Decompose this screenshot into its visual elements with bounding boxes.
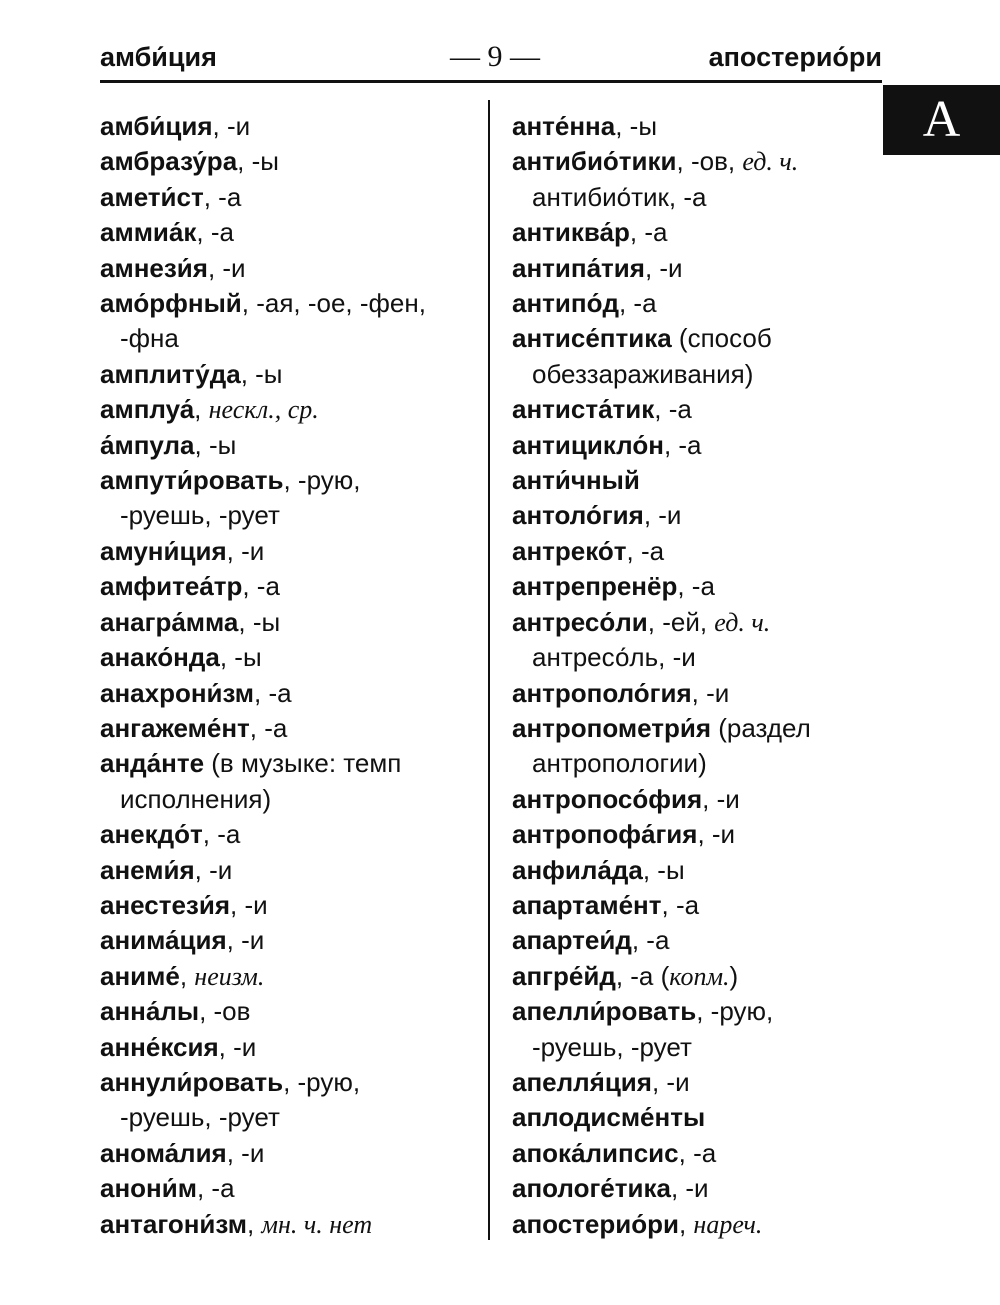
headword: анома́лия bbox=[100, 1137, 227, 1168]
entry-note: неизм. bbox=[194, 961, 265, 991]
headword: апартаме́нт bbox=[512, 889, 662, 920]
headword: антисе́птика bbox=[512, 323, 672, 354]
dictionary-entry bbox=[512, 286, 882, 321]
dictionary-entry bbox=[512, 605, 882, 676]
entry-grammar: , -а bbox=[654, 394, 692, 425]
headword: а́мпула bbox=[100, 429, 195, 460]
entry-grammar: (раздел bbox=[711, 712, 811, 743]
headword: апартеи́д bbox=[512, 925, 632, 956]
headword: анахрони́зм bbox=[100, 677, 255, 708]
dictionary-entry bbox=[100, 746, 480, 817]
dictionary-entry bbox=[512, 1171, 882, 1206]
dictionary-entry bbox=[512, 817, 882, 852]
entry-note: мн. ч. нет bbox=[261, 1209, 373, 1239]
entry-grammar: , -ов, bbox=[676, 146, 743, 177]
headword: антиква́р bbox=[512, 217, 630, 248]
dictionary-entry bbox=[100, 180, 480, 215]
entry-grammar: , -и bbox=[670, 1173, 709, 1204]
headword: амфитеа́тр bbox=[100, 571, 243, 602]
headword: антипа́тия bbox=[512, 252, 645, 283]
dictionary-entry bbox=[512, 1136, 882, 1171]
dictionary-entry bbox=[100, 1171, 480, 1206]
entry-grammar: , -а bbox=[678, 1137, 717, 1168]
headword: антрепренёр bbox=[512, 571, 678, 602]
dictionary-entry bbox=[512, 1207, 882, 1242]
entry-grammar: , -рую, bbox=[283, 1066, 361, 1097]
entry-continuation: антропологии) bbox=[532, 748, 707, 779]
entry-grammar: , -рую, bbox=[283, 465, 361, 496]
headword: аннули́ровать bbox=[100, 1066, 284, 1097]
headword: антоло́гия bbox=[512, 500, 644, 531]
entry-grammar: (в музыке: темп bbox=[204, 748, 402, 779]
dictionary-entry bbox=[100, 1136, 480, 1171]
entry-grammar: , -и bbox=[194, 854, 233, 885]
headword: анекдо́т bbox=[100, 819, 203, 850]
dictionary-entry bbox=[100, 109, 480, 144]
headword: амплиту́да bbox=[100, 358, 241, 389]
entry-grammar: , -и bbox=[697, 819, 736, 850]
entry-grammar: , -рую, bbox=[696, 996, 774, 1027]
headword: апелли́ровать bbox=[512, 996, 697, 1027]
dictionary-entry bbox=[512, 994, 882, 1065]
entry-grammar: , -а bbox=[626, 535, 665, 566]
entry-grammar: , -ы bbox=[219, 642, 262, 673]
headword: апелля́ция bbox=[512, 1066, 652, 1097]
dictionary-entry bbox=[512, 428, 882, 463]
entry-grammar: , -и bbox=[226, 1137, 265, 1168]
headword: амби́ция bbox=[100, 111, 213, 141]
entry-note: нескл., ср. bbox=[208, 395, 319, 425]
entry-note: ед. ч. bbox=[742, 147, 799, 177]
headword: антресо́ли bbox=[512, 606, 648, 637]
headword: ампути́ровать bbox=[100, 465, 284, 496]
entry-grammar: , -а bbox=[249, 712, 288, 743]
entry-continuation: -руешь, -рует bbox=[120, 1102, 280, 1133]
entry-continuation: обеззараживания) bbox=[532, 358, 754, 389]
headword: анфила́да bbox=[512, 854, 643, 885]
dictionary-entry bbox=[100, 640, 480, 675]
headword: амети́ст bbox=[100, 181, 204, 212]
entry-grammar: (способ bbox=[671, 323, 772, 354]
dictionary-entry bbox=[512, 215, 882, 250]
entry-note: копм. bbox=[669, 961, 730, 991]
entry-grammar: , -а bbox=[663, 429, 702, 460]
entry-grammar: , -а ( bbox=[615, 960, 670, 991]
headword: амуни́ция bbox=[100, 535, 227, 566]
entry-grammar: , -а bbox=[196, 217, 234, 248]
left-column bbox=[100, 109, 480, 1242]
page-number: — 9 — bbox=[450, 40, 540, 73]
entry-grammar: , -а bbox=[202, 819, 241, 850]
headword: анако́нда bbox=[100, 642, 220, 673]
entry-grammar: , bbox=[246, 1208, 262, 1239]
headword: антропофа́гия bbox=[512, 819, 698, 850]
headword: антрополо́гия bbox=[512, 677, 692, 708]
entry-grammar: , -ы bbox=[194, 429, 237, 460]
dictionary-entry bbox=[100, 959, 480, 994]
entry-grammar: , -и bbox=[691, 677, 730, 708]
entry-grammar: , -и bbox=[218, 1031, 257, 1062]
entry-grammar: , -а bbox=[196, 1173, 235, 1204]
headword: анеми́я bbox=[100, 854, 195, 885]
headword: анда́нте bbox=[100, 748, 205, 779]
headword: апока́липсис bbox=[512, 1137, 679, 1168]
headword: амнези́я bbox=[100, 252, 208, 283]
dictionary-entry bbox=[100, 569, 480, 604]
entry-grammar: , -ая, -ое, -фен, bbox=[241, 288, 426, 319]
entry-grammar: , -ы bbox=[240, 358, 283, 389]
running-header bbox=[100, 36, 882, 83]
headword: анима́ция bbox=[100, 925, 227, 956]
headword: антибио́тики bbox=[512, 146, 677, 177]
dictionary-entry bbox=[100, 215, 480, 250]
entry-grammar: , -а bbox=[618, 288, 657, 319]
entry-grammar: , -а bbox=[661, 889, 700, 920]
headword: антагони́зм bbox=[100, 1208, 247, 1239]
headword: аммиа́к bbox=[100, 217, 197, 248]
dictionary-entry bbox=[100, 144, 480, 179]
entry-grammar: , -а bbox=[203, 181, 242, 212]
entry-grammar: , -и bbox=[226, 535, 265, 566]
dictionary-entry bbox=[512, 676, 882, 711]
entry-grammar: , -и bbox=[226, 925, 265, 956]
dictionary-entry bbox=[100, 428, 480, 463]
headword: антиста́тик bbox=[512, 394, 655, 425]
headword: анони́м bbox=[100, 1173, 197, 1204]
headword: апологе́тика bbox=[512, 1173, 671, 1204]
entry-grammar: , bbox=[194, 394, 209, 425]
dictionary-entry bbox=[512, 959, 882, 994]
column-divider bbox=[488, 100, 490, 1240]
headword: антропометри́я bbox=[512, 712, 712, 743]
dictionary-entry bbox=[100, 534, 480, 569]
headword: анте́нна bbox=[512, 111, 616, 141]
dictionary-entry bbox=[100, 357, 480, 392]
headword: антреко́т bbox=[512, 535, 627, 566]
dictionary-entry bbox=[100, 994, 480, 1029]
entry-grammar-tail: ) bbox=[729, 960, 739, 991]
dictionary-entry bbox=[512, 144, 882, 215]
dictionary-entry bbox=[512, 1100, 882, 1135]
entry-grammar: , -и bbox=[212, 111, 251, 141]
dictionary-entry bbox=[100, 1030, 480, 1065]
dictionary-entry bbox=[512, 321, 882, 392]
dictionary-entry bbox=[100, 711, 480, 746]
entry-grammar: , -и bbox=[651, 1066, 690, 1097]
headword: амплуа́ bbox=[100, 394, 195, 425]
entry-grammar: , -а bbox=[629, 217, 668, 248]
dictionary-entry bbox=[512, 109, 882, 144]
entry-grammar: , -а bbox=[242, 571, 280, 602]
entry-note: ед. ч. bbox=[714, 607, 771, 637]
dictionary-entry bbox=[512, 853, 882, 888]
headword: амо́рфный bbox=[100, 288, 242, 319]
entry-grammar: , -ы bbox=[615, 111, 658, 141]
entry-note: нареч. bbox=[693, 1209, 763, 1239]
entry-grammar: , -и bbox=[643, 500, 682, 531]
headword: анестези́я bbox=[100, 889, 231, 920]
dictionary-entry bbox=[100, 817, 480, 852]
headword: антропосо́фия bbox=[512, 783, 703, 814]
dictionary-entry bbox=[100, 1065, 480, 1136]
dictionary-entry bbox=[512, 923, 882, 958]
entry-grammar: , -а bbox=[631, 925, 670, 956]
dictionary-entry bbox=[512, 711, 882, 782]
dictionary-entry bbox=[100, 605, 480, 640]
entry-grammar: , -и bbox=[644, 252, 683, 283]
dictionary-entry bbox=[100, 286, 480, 357]
dictionary-entry bbox=[100, 888, 480, 923]
guide-word-left: амби́ция bbox=[100, 42, 217, 72]
headword: анагра́мма bbox=[100, 606, 239, 637]
dictionary-entry bbox=[100, 853, 480, 888]
headword: аплодисме́нты bbox=[512, 1102, 706, 1133]
headword: антипо́д bbox=[512, 288, 619, 319]
entry-grammar: , bbox=[678, 1208, 694, 1239]
entry-grammar: , -и bbox=[230, 889, 268, 920]
entry-grammar: , -и bbox=[702, 783, 740, 814]
dictionary-entry bbox=[100, 1207, 480, 1242]
entry-continuation: -фна bbox=[120, 323, 179, 354]
entry-grammar: , -ы bbox=[642, 854, 685, 885]
entry-grammar: , -а bbox=[677, 571, 715, 602]
dictionary-entry bbox=[512, 251, 882, 286]
dictionary-entry bbox=[512, 463, 882, 498]
dictionary-entry bbox=[512, 888, 882, 923]
entry-grammar: , -а bbox=[254, 677, 292, 708]
dictionary-entry bbox=[512, 569, 882, 604]
entry-continuation: -руешь, -рует bbox=[532, 1031, 692, 1062]
headword: анна́лы bbox=[100, 996, 200, 1027]
dictionary-entry bbox=[100, 676, 480, 711]
dictionary-entry bbox=[512, 1065, 882, 1100]
headword: апгре́йд bbox=[512, 960, 616, 991]
dictionary-entry bbox=[512, 498, 882, 533]
entry-continuation: -руешь, -рует bbox=[120, 500, 280, 531]
entry-continuation: антресо́ль, -и bbox=[532, 642, 696, 673]
dictionary-entry bbox=[512, 782, 882, 817]
entry-grammar: , bbox=[179, 960, 195, 991]
headword: амбразу́ра bbox=[100, 146, 238, 177]
guide-word-right: апостерио́ри bbox=[708, 42, 882, 72]
dictionary-entry bbox=[512, 534, 882, 569]
entry-grammar: , -ей, bbox=[647, 606, 715, 637]
entry-grammar: , -ов bbox=[199, 996, 251, 1027]
right-column bbox=[512, 109, 882, 1242]
dictionary-entry bbox=[100, 463, 480, 534]
dictionary-entry bbox=[100, 392, 480, 427]
letter-tab: А bbox=[883, 85, 1000, 155]
entry-grammar: , -и bbox=[207, 252, 246, 283]
headword: ангажеме́нт bbox=[100, 712, 250, 743]
dictionary-entry bbox=[100, 251, 480, 286]
headword: анне́ксия bbox=[100, 1031, 219, 1062]
entry-continuation: исполнения) bbox=[120, 783, 272, 814]
dictionary-entry bbox=[512, 392, 882, 427]
headword: анти́чный bbox=[512, 465, 640, 496]
headword: антицикло́н bbox=[512, 429, 664, 460]
headword: апостерио́ри bbox=[512, 1208, 679, 1239]
entry-grammar: , -ы bbox=[238, 606, 281, 637]
dictionary-entry bbox=[100, 923, 480, 958]
headword: аниме́ bbox=[100, 960, 180, 991]
entry-continuation: антибио́тик, -а bbox=[532, 181, 707, 212]
entry-grammar: , -ы bbox=[237, 146, 279, 177]
